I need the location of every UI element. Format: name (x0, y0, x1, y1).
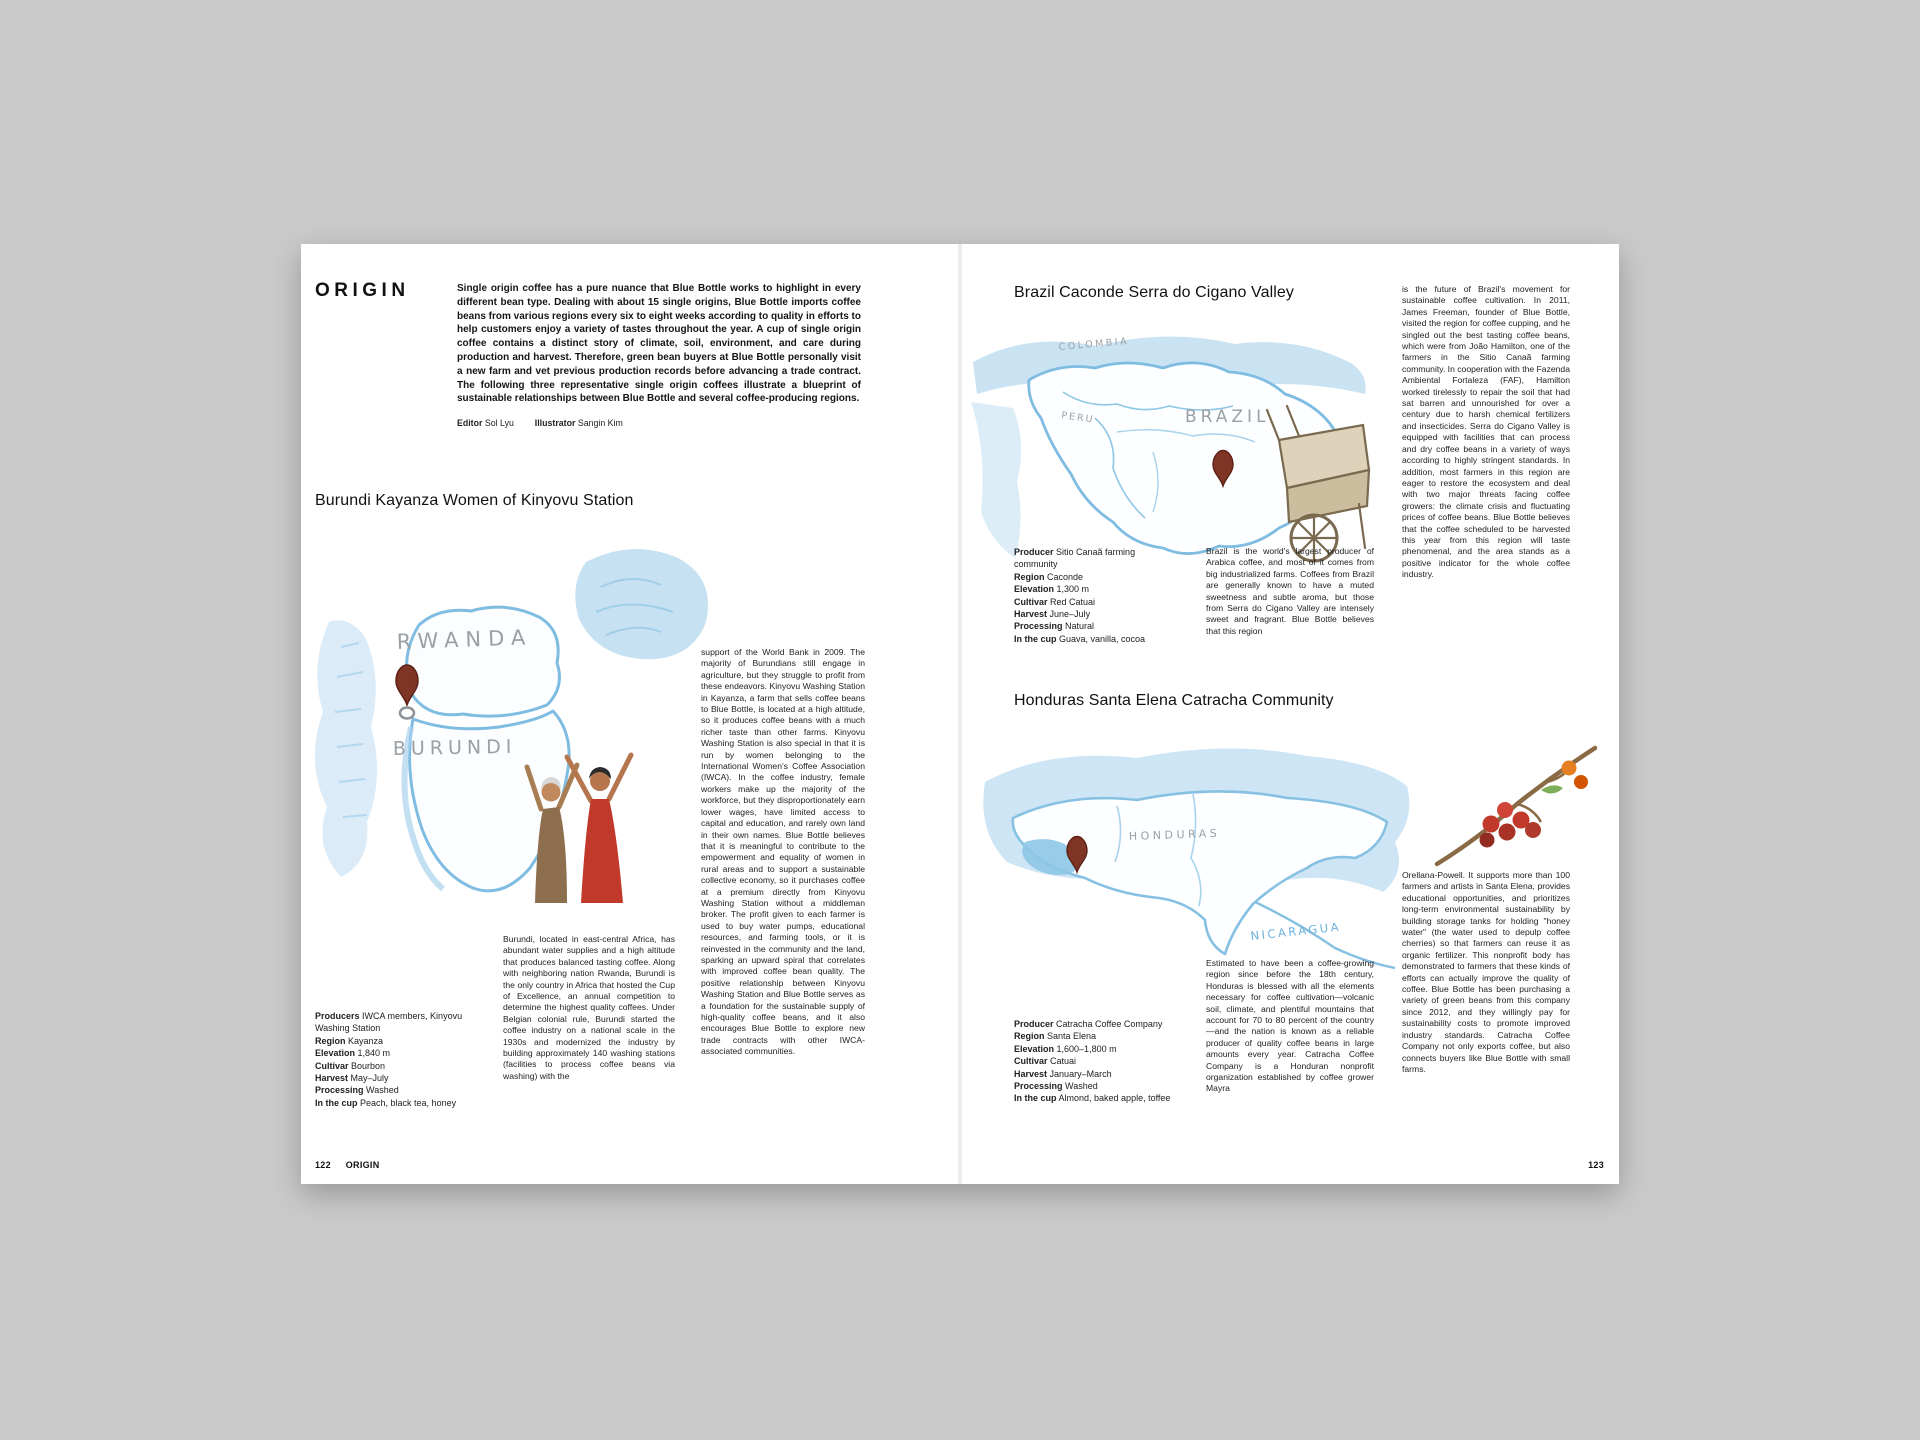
spec-row (1014, 583, 1172, 595)
location-circle-mark (400, 708, 414, 719)
coffee-cherries (1480, 761, 1589, 848)
spec-row (1014, 1030, 1174, 1042)
spec-label: Cultivar (1014, 1056, 1048, 1067)
honduras-section-heading: Honduras Santa Elena Catracha Community (1014, 692, 1334, 709)
brazil-map-illustration (967, 322, 1393, 576)
spec-row (315, 1060, 467, 1072)
spec-value: Catuai (1050, 1056, 1077, 1067)
spec-value: Washed (366, 1085, 399, 1096)
spec-value: Peach, black tea, honey (360, 1097, 457, 1108)
ocean-wash-left (971, 402, 1021, 558)
page-title: ORIGIN (315, 280, 410, 301)
spec-row (1014, 608, 1172, 620)
spec-row (1014, 1080, 1174, 1092)
spec-value: IWCA members, Kinyovu Washing Station (315, 1011, 463, 1034)
spec-label: Elevation (1014, 1043, 1055, 1054)
colombia-label: COLOMBIA (1058, 335, 1130, 353)
spec-label: In the cup (1014, 1093, 1057, 1104)
left-page-footer (315, 1160, 380, 1170)
coffee-branch-illustration (1429, 738, 1601, 870)
spec-label: In the cup (315, 1097, 358, 1108)
brazil-column-mid: Brazil is the world's largest producer of Arabica coffee, and most of it comes from big industrialized farms. Coffees from Brazil are generally known to have a muted sweetness and subtle aroma, but those from Serra do Cigano Valley are intensely sweet and fragrant. Blue Bottle believes that this region (1206, 546, 1374, 636)
spec-value: Santa Elena (1047, 1031, 1097, 1042)
illustrator-name: Sangin Kim (577, 418, 623, 429)
burundi-label: BURUNDI (392, 735, 517, 760)
spec-row (1014, 1068, 1174, 1080)
spec-row (315, 1035, 467, 1047)
spec-row (315, 1097, 467, 1109)
spec-value: June–July (1049, 609, 1091, 620)
spec-label: Producer (1014, 1019, 1054, 1029)
leaf (1541, 785, 1563, 793)
page-number-left: 122 (315, 1160, 331, 1170)
spec-value: Guava, vanilla, cocoa (1059, 633, 1146, 644)
footer-section-label: ORIGIN (345, 1160, 380, 1170)
honduras-producer-specs (1014, 1018, 1174, 1105)
spec-row (1014, 1043, 1174, 1055)
editor-name: Sol Lyu (484, 418, 514, 429)
burundi-column-mid: Burundi, located in east-central Africa, has abundant water supplies and a high altitude that produces balanced tasting coffee. Along with neighboring nation Rwanda, Burundi is the only country in Africa that hosted the Cup of Excellence, an annual competition to determine the highest quality coffees. Under Belgian colonial rule, Burundi started the coffee industry on a national scale in the 1930s and modernized the industry by building approximately 140 washing stations (facilities to process coffee beans via washing) with the (503, 934, 675, 1081)
spec-label: Region (1014, 571, 1045, 582)
brazil-column-right: is the future of Brazil's movement for sustainable coffee cultivation. In 2011, James Freeman, founder of Blue Bottle, visited the region for coffee cupping, and he singled out the best tasting coffee beans, which were from João Hamilton, one of the farmers in the Sitio Canaã farming community. In cooperation with the Fazenda Ambiental Fortaleza (FAF), Hamilton worked tirelessly to repair the soil that had sat barren and unnourished for over a century due to harsh chemical fertilizers and insecticides. Serra do Cigano Valley is equipped with facilities that can process and dry coffee beans in a variety of ways according to highly stringent standards. In addition, most farmers in this region are eager to restore the ecosystem and deal with two major threats facing coffee growers: the climate crisis and fluctuating prices of coffee beans. Blue Bottle believes that the coffee scheduled to be harvested this year from this region will taste phenomenal, and the area stands as a positive indicator for the whole coffee industry. (1402, 284, 1570, 580)
spec-row (1014, 1018, 1174, 1030)
honduras-column-mid: Estimated to have been a coffee-growing region since before the 18th century, Honduras is blessed with all the elements necessary for coffee cultivation—volcanic soil, climate, and plentiful mountains that account for 70 to 80 percent of the country—and the nation is known as a reliable producer of quality coffee beans in large amounts every year. Catracha Coffee Company is a Honduran nonprofit organization established by coffee grower Mayra (1206, 958, 1374, 1094)
spec-label: Harvest (1014, 1068, 1048, 1079)
spec-label: In the cup (1014, 633, 1057, 644)
burundi-producer-specs (315, 1010, 467, 1109)
spec-row (1014, 596, 1172, 608)
brazil-section-heading: Brazil Caconde Serra do Cigano Valley (1014, 284, 1294, 301)
burundi-column-right: support of the World Bank in 2009. The majority of Burundians still engage in agriculture, but they struggle to profit from these endeavors. Kinyovu Washing Station in Kayanza, a farm that sells coffee beans to Blue Bottle, is located at a high altitude, so it produces coffee beans with a much richer taste than other farms. Kinyovu Washing Station is also special in that it is run by women belonging to the International Women's Coffee Association (IWCA). In the coffee industry, female workers make up the majority of the workforce, but they disproportionately earn lower wages, have limited access to capital and education, and rarely own land in their own names. Blue Bottle believes that it is meaningful to contribute to the empowerment and equality of women in rural areas and to support a sustainable collective economy, so it purchases coffee at a premium directly from Kinyovu Washing Station without a middleman broker. The profit given to each farmer is used to buy water pumps, educational resources, and farming tools, or it is reinvested in the community and the land, sparking an upward spiral that correlates with improved coffee bean quality. The positive relationship between Kinyovu Washing Station and Blue Bottle serves as a foundation for the sustainable supply of high-quality coffee beans, and it also encourages Blue Bottle to explore new trade contracts with other IWCA-associated communities. (701, 647, 865, 1057)
spec-value: May–July (350, 1073, 389, 1084)
spec-label: Producer (1014, 547, 1054, 557)
spec-value: Washed (1065, 1081, 1098, 1092)
brazil-label: BRAZIL (1185, 407, 1270, 427)
spec-row (1014, 571, 1172, 583)
spec-label: Cultivar (315, 1060, 349, 1071)
spec-label: Producers (315, 1011, 360, 1021)
honduras-column-right: Orellana-Powell. It supports more than 100 farmers and artists in Santa Elena, provides educational opportunities, and prioritizes long-term environmental sustainability by building storage tanks for holding "honey water" (the water used to depulp coffee cherries) so that farmers can reuse it as organic fertilizer. This nonprofit body has demonstrated to farmers that these kinds of efforts can actually improve the quality of coffee. Blue Bottle has been purchasing a variety of green beans from this company since 2012, and they willingly pay for sustainability costs to promote improved industry standards. Catracha Coffee Company not only exports coffee, but also connects buyers like Blue Bottle with small farms. (1402, 870, 1570, 1074)
credits-line (457, 418, 861, 428)
spec-value: 1,840 m (357, 1048, 391, 1059)
spec-label: Harvest (315, 1073, 349, 1084)
spec-value: 1,300 m (1056, 584, 1090, 595)
rwanda-outline (407, 607, 560, 716)
rwanda-label: RWANDA (396, 625, 533, 654)
spec-value: Red Catuai (1050, 596, 1096, 607)
spec-label: Region (315, 1035, 346, 1046)
spec-label: Harvest (1014, 609, 1048, 620)
spec-label: Elevation (315, 1048, 356, 1059)
spec-value: Caconde (1047, 571, 1084, 582)
intro-paragraph: Single origin coffee has a pure nuance that Blue Bottle works to highlight in every different bean type. Dealing with about 15 single origins, Blue Bottle imports coffee beans from various regions every six to eight weeks according to quality in efforts to help customers enjoy a variety of tastes throughout the year. A cup of single origin coffee contains a distinct story of climate, soil, environment, and care during production and harvest. Therefore, green bean buyers at Blue Bottle personally visit a new farm and vet previous production records before advancing a trade contract. The following three representative single origin coffees illustrate a blueprint of sustainable relationships between Blue Bottle and several coffee-producing regions. (457, 283, 861, 405)
spec-label: Elevation (1014, 584, 1055, 595)
spec-row (1014, 546, 1172, 571)
spec-row (315, 1084, 467, 1096)
spec-row (1014, 1055, 1174, 1067)
spec-label: Processing (1014, 621, 1063, 632)
spread-fold (957, 244, 963, 1184)
spec-label: Cultivar (1014, 596, 1048, 607)
spec-value: Almond, baked apple, toffee (1058, 1093, 1171, 1104)
honduras-map-illustration (967, 722, 1419, 988)
spec-label: Processing (315, 1085, 364, 1096)
right-page-footer (1546, 1160, 1604, 1170)
spec-row (1014, 620, 1172, 632)
spec-row (1014, 1092, 1174, 1104)
spec-value: Kayanza (348, 1035, 384, 1046)
spec-value: Bourbon (351, 1060, 386, 1071)
spec-row (315, 1047, 467, 1059)
spec-value: Catracha Coffee Company (1056, 1019, 1163, 1029)
editor-label: Editor (457, 418, 483, 429)
magazine-spread (301, 244, 1619, 1184)
intro-block (457, 282, 861, 428)
spec-row (1014, 633, 1172, 645)
burundi-section-heading: Burundi Kayanza Women of Kinyovu Station (315, 492, 634, 509)
page-number-right: 123 (1588, 1160, 1604, 1170)
nicaragua-label: NICARAGUA (1249, 919, 1342, 943)
spec-value: 1,600–1,800 m (1056, 1043, 1117, 1054)
watercolor-wash-left (315, 620, 377, 877)
burundi-map-illustration (301, 527, 731, 964)
spec-row (315, 1010, 467, 1035)
honduras-label: HONDURAS (1128, 826, 1221, 843)
spec-label: Processing (1014, 1081, 1063, 1092)
brazil-producer-specs (1014, 546, 1172, 645)
spec-label: Region (1014, 1031, 1045, 1042)
spec-value: Natural (1065, 621, 1095, 632)
spec-row (315, 1072, 467, 1084)
spec-value: January–March (1049, 1068, 1112, 1079)
peru-label: PERU (1060, 410, 1096, 426)
illustrator-label: Illustrator (534, 418, 576, 429)
spec-value: Sitio Canaã farming community (1014, 547, 1136, 570)
